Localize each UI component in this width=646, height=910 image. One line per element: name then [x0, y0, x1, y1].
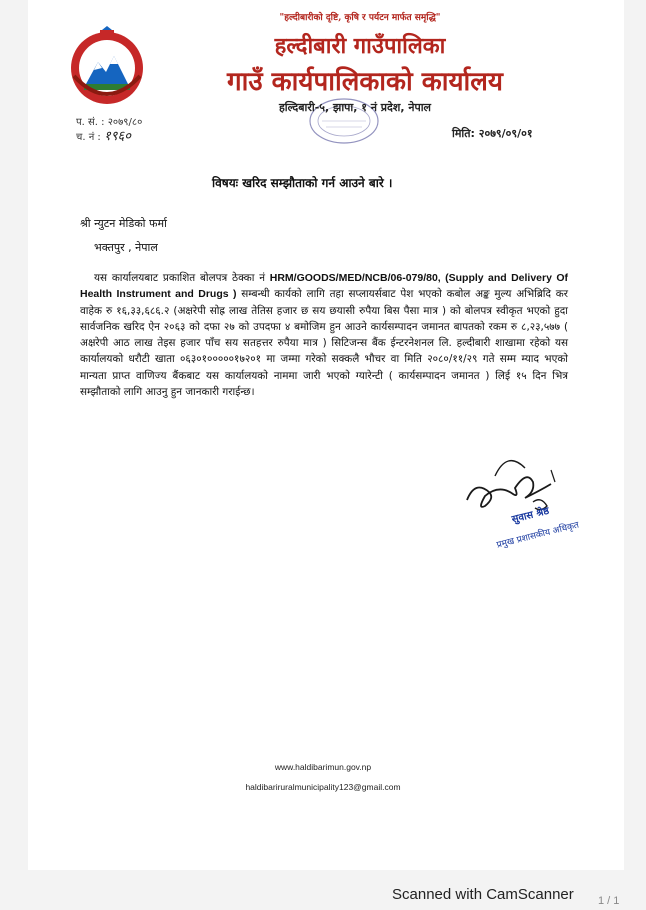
signatory-name: सुवास श्रेष्ठ [510, 505, 551, 526]
tender-number: HRM/GOODS/MED/NCB/06-079/80, (Supply and Delivery Of Health Instrument and Drugs ) [80, 272, 568, 301]
dispatch-label: च. नं : [76, 132, 101, 143]
recipient-name: श्री न्युटन मेडिको फर्मा [80, 217, 167, 230]
motto: "हल्दीबारीको दृष्टि, कृषि र पर्यटन मार्फत समृद्धि" [279, 13, 441, 23]
body-intro: यस कार्यालयबाट प्रकाशित बोलपत्र ठेक्का नं [94, 272, 270, 284]
municipality-name: हल्दीबारी गाउँपालिका [274, 33, 446, 59]
email-link[interactable]: haldibariruralmunicipality123@gmail.com [245, 782, 401, 792]
signatory-title: प्रमुख प्रशासकीय अधिकृत [495, 520, 581, 551]
letter-date: मिति: २०७९/०९/०१ [452, 127, 533, 140]
letter-subject: विषयः खरिद सम्झौताको गर्न आउने बारे । [212, 176, 393, 190]
body-main: सम्बन्धी कार्यको लागि तहा सप्लायर्सबाट पेश भएको कबोल अङ्क मुल्य अभिब्रिदि कर वाहेक रु १६,३३,६८६.२ (अक्षरेपी सोह्र लाख तेतिस हजार छ सय छयासी रुपैया बिस पैसा मात्र ) को बोलपत्र स्वीकृत भएको हुदा सार्वजनिक खरिद ऐन २०६३ को दफा २७ को उपदफा ४ बमोजिम हुन आउने कार्यसम्पादन जमानत बापतको रकम रु ८,२३,५७७ ( अक्षरेपी आठ लाख तेइस हजार पाँच सय सतहत्तर रुपैया मात्र ) सिटिजन्स बैंक ईन्टरनेशनल लि. हल्दीबारी शाखामा रहेको यस कार्यालयको धरौटी खाता ०६३०१०००००१७२०१ मा जम्मा गरेको सक्कलै भौचर वा मिति २०८०/११/२९ गते सम्म म्याद भएको मान्यता प्राप्त वाणिज्य बैंकबाट यस कार्यालयको नाममा जारी भएको ग्यारेन्टी ( कार्यसम्पादन जमानत ) लिई १५ दिन भित्र सम्झौताको लागि आउनु हुन जानकारी गराईन्छ। [80, 288, 568, 399]
recipient-location: भक्तपुर , नेपाल [94, 241, 158, 254]
letter-body [80, 270, 568, 400]
nepal-government-emblem-icon [66, 26, 148, 106]
letter-footer [200, 757, 446, 797]
reference-block [76, 116, 142, 145]
dispatch-handwritten-number: १९६० [104, 129, 132, 144]
office-address: हल्दिबारी-५, झापा, १ नं प्रदेश, नेपाल [278, 101, 432, 114]
page-count: 1 / 1 [598, 895, 620, 907]
dispatch-number [76, 130, 142, 145]
recipient-block [80, 212, 167, 260]
office-name: गाउँ कार्यपालिकाको कार्यालय [227, 67, 503, 97]
website-link[interactable]: www.haldibarimun.gov.np [274, 762, 372, 772]
scanner-watermark: Scanned with CamScanner [392, 886, 574, 903]
letter-serial: प. सं. : २०७९/८० [76, 117, 143, 128]
